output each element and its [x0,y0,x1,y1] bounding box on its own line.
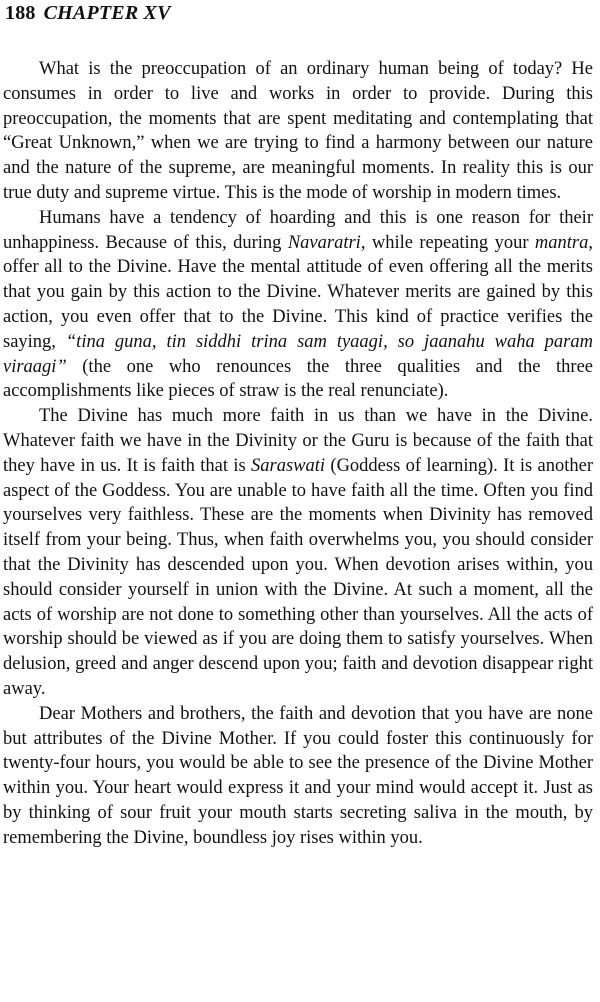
paragraph-4 [3,702,593,851]
paragraph-text: What is the preoccupation of an ordinary human being of today? He consumes in order to live and works in order to provide. During this preoccupation, the moments that are spent meditating and contemplating that “Great Unknown,” when we are trying to find a harmony between our nature and the nature of the supreme, are meaningful moments. In reality this is our true duty and supreme virtue. This is the mode of worship in modern times. [3,59,593,203]
paragraph-text: (the one who renounces the three qualities and the three accomplishments like pieces of straw is the real renunciate). [3,356,593,402]
italic-quote: “tina guna, tin siddhi trina sam tyaagi, so jaanahu waha param viraagi” [3,331,593,377]
paragraph-text: The Divine has much more faith in us than we have in the Divine. Whatever faith we have in the Divinity or the Guru is because of the faith that they have in us. It is faith that is [3,406,593,476]
paragraph-1 [3,57,593,206]
paragraph-text: Humans have a tendency of hoarding and this is one reason for their unhappiness. Because of this, during [3,207,593,253]
paragraph-text: Dear Mothers and brothers, the faith and devotion that you have are none but attributes of the Divine Mother. If you could foster this continuously for twenty-four hours, you would be able to see the presence of the Divine Mother within you. Your heart would express it and your mind would accept it. Just as by thinking of sour fruit your mouth starts secreting saliva in the mouth, by remembering the Divine, boundless joy rises within you. [3,703,593,848]
body-text [3,57,593,851]
paragraph-text: , while repeating your [360,232,535,253]
italic-term-saraswati: Saraswati [251,455,326,476]
italic-term-navaratri: Navaratri [287,232,361,253]
paragraph-2 [3,206,593,404]
running-head [5,2,171,25]
page-number: 188 [5,2,36,24]
chapter-title: CHAPTER XV [43,2,171,24]
paragraph-3 [3,404,593,702]
italic-term-mantra: mantra [534,232,589,253]
paragraph-text: (Goddess of learning). It is another aspect of the Goddess. You are unable to have faith all the time. Often you find yourselves very faithless. These are the moments when Divinity has removed itself from your being. Thus, when faith overwhelms you, you should consider that the Divinity has descended upon you. When devotion arises within, you should consider yourself in union with the Divine. At such a moment, all the acts of worship are not done to something other than yourselves. All the acts of worship should be viewed as if you are doing them to satisfy yourselves. When delusion, greed and anger descend upon you; faith and devotion disappear right away. [3,455,593,699]
paragraph-text: , offer all to the Divine. Have the mental attitude of even offering all the merits that you gain by this action to the Divine. Whatever merits are gained by this action, you even offer that to the Divine. This kind of practice verifies the saying, [3,232,593,352]
